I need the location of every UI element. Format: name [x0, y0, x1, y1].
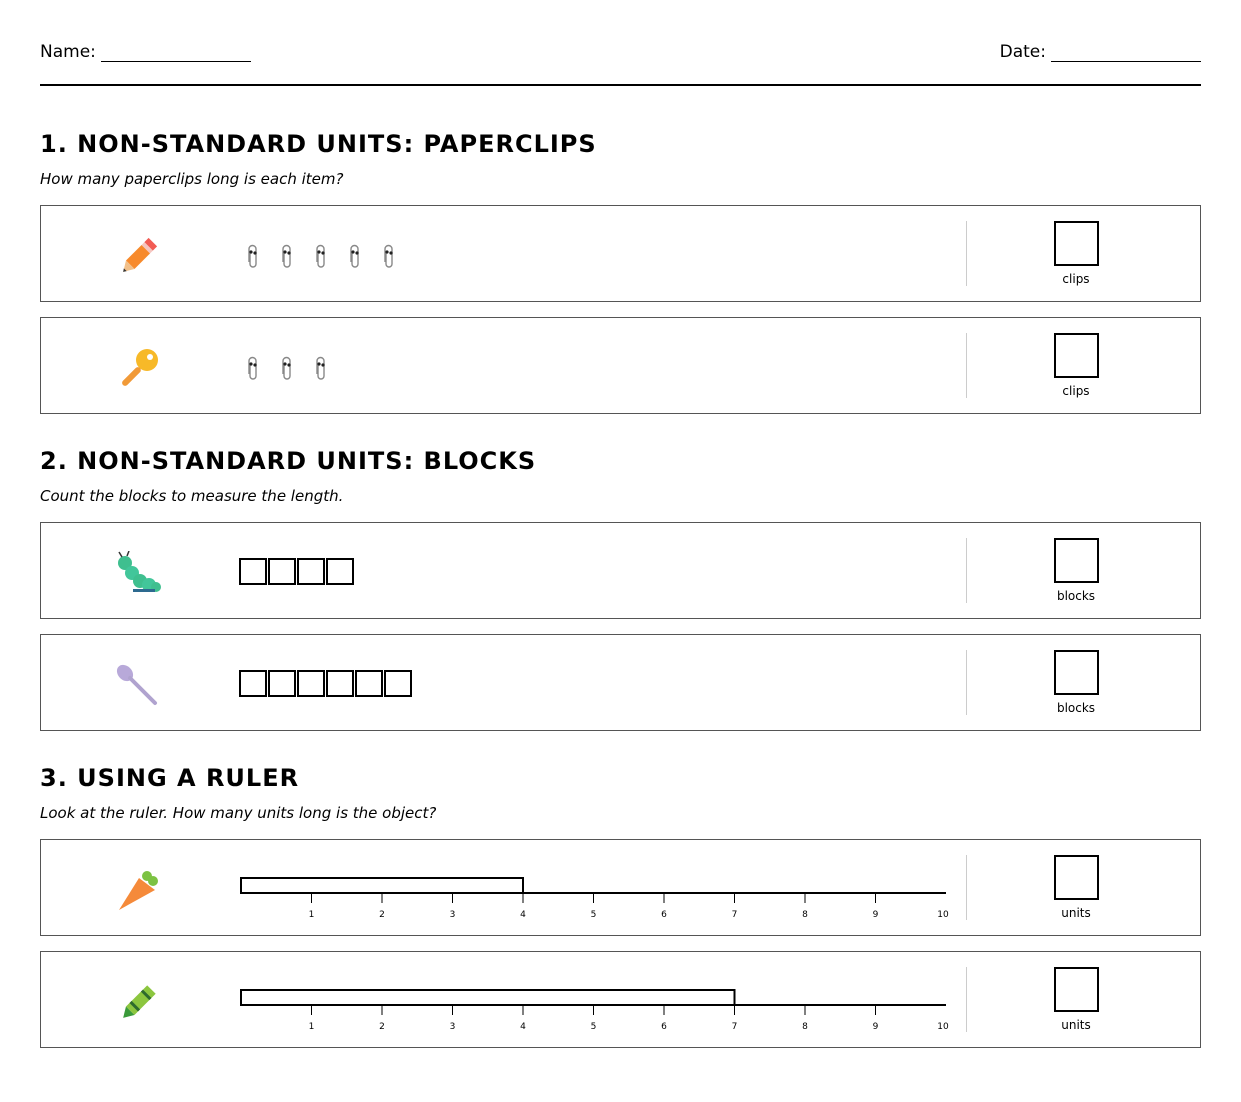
paperclip-icon	[246, 244, 260, 274]
ruler-tick-label: 2	[379, 910, 385, 920]
name-label: Name:	[40, 42, 96, 62]
section-instruction: Count the blocks to measure the length.	[40, 487, 344, 505]
block	[268, 670, 296, 697]
section-title: 2. NON-STANDARD UNITS: BLOCKS	[40, 447, 537, 475]
block	[326, 558, 354, 585]
ruler-tick-label: 8	[802, 1022, 808, 1032]
name-field[interactable]	[40, 42, 251, 62]
ruler-tick-label: 2	[379, 1022, 385, 1032]
block	[297, 558, 325, 585]
divider	[966, 221, 967, 286]
answer-box[interactable]	[1054, 333, 1099, 378]
ruler-tick-label: 1	[308, 910, 315, 920]
ruler-tick-label: 8	[802, 910, 808, 920]
date-label: Date:	[999, 42, 1046, 62]
section-title: 3. USING A RULER	[40, 764, 300, 792]
section-paperclips	[40, 130, 1201, 414]
answer-box[interactable]	[1054, 855, 1099, 900]
item-card	[40, 951, 1201, 1048]
paperclip-icon	[382, 244, 396, 274]
section-instruction: Look at the ruler. How many units long is the object?	[40, 804, 437, 822]
key-icon	[115, 346, 161, 392]
ruler-tick-label: 4	[520, 1022, 526, 1032]
block-row	[239, 558, 354, 585]
crayon-icon	[115, 980, 161, 1026]
paperclip-row	[246, 244, 396, 274]
ruler-tick-label: 9	[872, 910, 879, 920]
item-card	[40, 205, 1201, 302]
ruler	[239, 988, 949, 1033]
block	[268, 558, 296, 585]
ruler-tick-label: 5	[590, 910, 597, 920]
block	[239, 558, 267, 585]
ruler-tick-label: 7	[731, 910, 738, 920]
block	[297, 670, 325, 697]
ruler	[239, 876, 949, 921]
ruler-tick-label: 10	[937, 910, 949, 920]
object-bar	[241, 878, 523, 893]
block-row	[239, 670, 412, 697]
item-card	[40, 839, 1201, 936]
unit-label: blocks	[1056, 701, 1096, 715]
ruler-tick-label: 4	[520, 910, 526, 920]
object-bar	[241, 990, 735, 1005]
spoon-icon	[115, 663, 161, 709]
divider	[966, 538, 967, 603]
ruler-tick-label: 5	[590, 1022, 597, 1032]
ruler-tick-label: 6	[661, 1022, 667, 1032]
ruler-tick-label: 3	[449, 1022, 456, 1032]
block	[326, 670, 354, 697]
block	[384, 670, 412, 697]
section-blocks	[40, 447, 1201, 731]
worksheet-header	[40, 42, 1201, 86]
paperclip-icon	[314, 356, 328, 386]
unit-label: blocks	[1056, 589, 1096, 603]
item-card	[40, 317, 1201, 414]
pencil-icon	[115, 234, 161, 280]
item-card	[40, 634, 1201, 731]
block	[239, 670, 267, 697]
divider	[966, 855, 967, 920]
section-ruler	[40, 764, 1201, 1048]
block	[355, 670, 383, 697]
unit-label: units	[1061, 906, 1091, 920]
carrot-icon	[115, 868, 161, 914]
unit-label: units	[1061, 1018, 1091, 1032]
date-line[interactable]	[1051, 46, 1201, 62]
paperclip-icon	[280, 244, 294, 274]
divider	[966, 967, 967, 1032]
ruler-tick-label: 9	[872, 1022, 879, 1032]
unit-label: clips	[1062, 384, 1090, 398]
answer-box[interactable]	[1054, 221, 1099, 266]
name-line[interactable]	[101, 46, 251, 62]
answer-box[interactable]	[1054, 967, 1099, 1012]
ruler-tick-label: 1	[308, 1022, 315, 1032]
divider	[966, 333, 967, 398]
ruler-tick-label: 6	[661, 910, 667, 920]
paperclip-icon	[314, 244, 328, 274]
answer-box[interactable]	[1054, 650, 1099, 695]
ruler-tick-label: 3	[449, 910, 456, 920]
ruler-tick-label: 7	[731, 1022, 738, 1032]
paperclip-icon	[246, 356, 260, 386]
paperclip-row	[246, 356, 328, 386]
paperclip-icon	[348, 244, 362, 274]
caterpillar-icon	[115, 551, 161, 597]
answer-box[interactable]	[1054, 538, 1099, 583]
date-field[interactable]	[1000, 42, 1201, 62]
item-card	[40, 522, 1201, 619]
section-title: 1. NON-STANDARD UNITS: PAPERCLIPS	[40, 130, 597, 158]
ruler-tick-label: 10	[937, 1022, 949, 1032]
unit-label: clips	[1062, 272, 1090, 286]
divider	[966, 650, 967, 715]
section-instruction: How many paperclips long is each item?	[40, 170, 344, 188]
paperclip-icon	[280, 356, 294, 386]
